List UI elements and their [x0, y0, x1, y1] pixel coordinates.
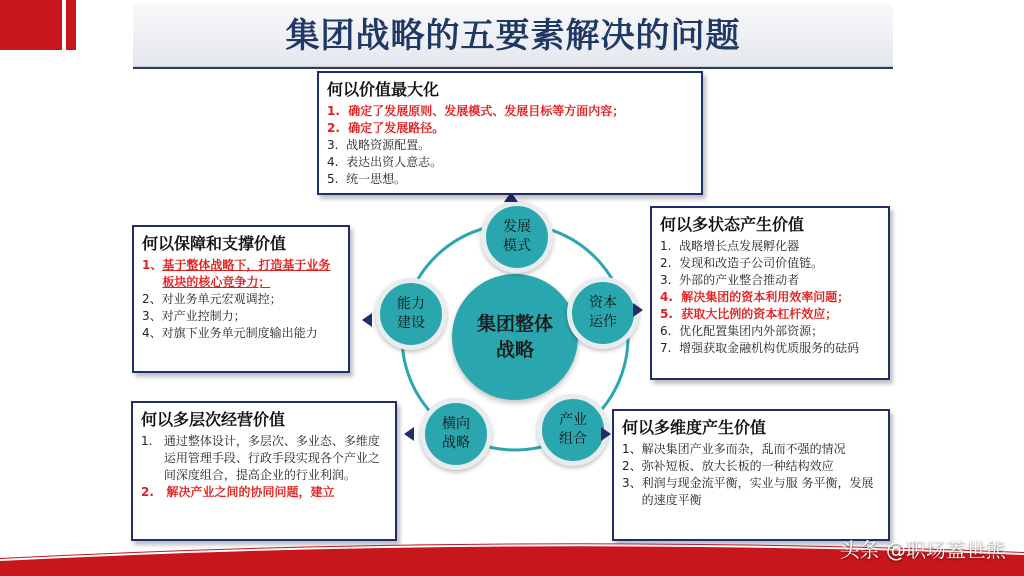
list-item: 5. 获取大比例的资本杠杆效应； [660, 307, 838, 321]
box-list [142, 257, 340, 342]
node-label: 资本运作 [589, 295, 617, 330]
list-item: 4. 表达出资人意志。 [327, 155, 443, 169]
node-capability-building [375, 278, 447, 350]
box-list [327, 103, 693, 188]
box-list [141, 433, 387, 501]
watermark: 头条 @职场蓋世熊 [839, 538, 1006, 562]
list-item: 2、 弥补短板、放大长板的一种结构效应 [622, 459, 834, 473]
list-item: 4、 对旗下业务单元制度输出能力 [142, 326, 318, 340]
node-horizontal-strategy [420, 398, 492, 470]
list-item: 3、 利润与现金流平衡，实业与服 务平衡，发展的速度平衡 [622, 476, 874, 507]
box-title: 何以价值最大化 [327, 80, 440, 99]
box-title: 何以多层次经营价值 [141, 410, 286, 429]
box-title: 何以多维度产生价值 [622, 418, 767, 437]
node-industry-portfolio [537, 394, 609, 466]
node-capital-operation [567, 277, 639, 349]
list-item: 3. 战略资源配置。 [327, 138, 431, 152]
list-item: 2. 发现和改造子公司价值链。 [660, 256, 824, 270]
box-multi-dimension-value [612, 409, 890, 541]
center-label: 集团整体战略 [476, 313, 553, 361]
box-value-maximization [317, 71, 703, 195]
node-label: 能力建设 [397, 296, 425, 331]
box-list [660, 238, 880, 357]
box-multi-level-value [131, 401, 397, 541]
list-item: 2. 解决产业之间的协同问题，建立 [141, 485, 335, 499]
arrow-left-icon [362, 313, 372, 327]
list-item: 1、 基于整体战略下，打造基于业务板块的核心竞争力； [142, 258, 331, 289]
arrow-right-icon [633, 303, 643, 317]
list-item: 2. 确定了发展路径。 [327, 121, 445, 135]
node-label: 发展模式 [503, 219, 531, 254]
list-item: 4. 解决集团的资本利用效率问题； [660, 290, 850, 304]
list-item: 7. 增强获取金融机构优质服务的砝码 [660, 341, 860, 355]
box-list [622, 441, 880, 509]
list-item: 3. 外部的产业整合推动者 [660, 273, 800, 287]
list-item: 6. 优化配置集团内外部资源； [660, 324, 824, 338]
box-multi-state-value [650, 206, 890, 380]
node-label: 横向战略 [442, 416, 470, 451]
list-item: 1. 确定了发展原则、发展模式、发展目标等方面内容； [327, 104, 625, 118]
list-item: 5. 统一思想。 [327, 172, 407, 186]
list-item: 3、 对产业控制力； [142, 309, 246, 323]
node-label: 产业组合 [559, 412, 587, 447]
list-item: 1、 解决集团产业多而杂，乱而不强的情况 [622, 442, 846, 456]
box-title: 何以保障和支撑价值 [142, 234, 287, 253]
list-item: 1. 通过整体设计，多层次、多业态、多维度运用管理手段、行政手段实现各个产业之间深度组合，提高企业的行业利润。 [141, 434, 380, 482]
box-support-value [132, 225, 350, 373]
page-title: 集团战略的五要素解决的问题 [285, 16, 741, 56]
node-development-model [481, 201, 553, 273]
arrow-left-icon [404, 427, 414, 441]
box-title: 何以多状态产生价值 [660, 215, 805, 234]
center-circle [452, 274, 578, 400]
arrow-right-icon [601, 427, 611, 441]
list-item: 2、 对业务单元宏观调控； [142, 292, 282, 306]
list-item: 1. 战略增长点发展孵化器 [660, 239, 800, 253]
